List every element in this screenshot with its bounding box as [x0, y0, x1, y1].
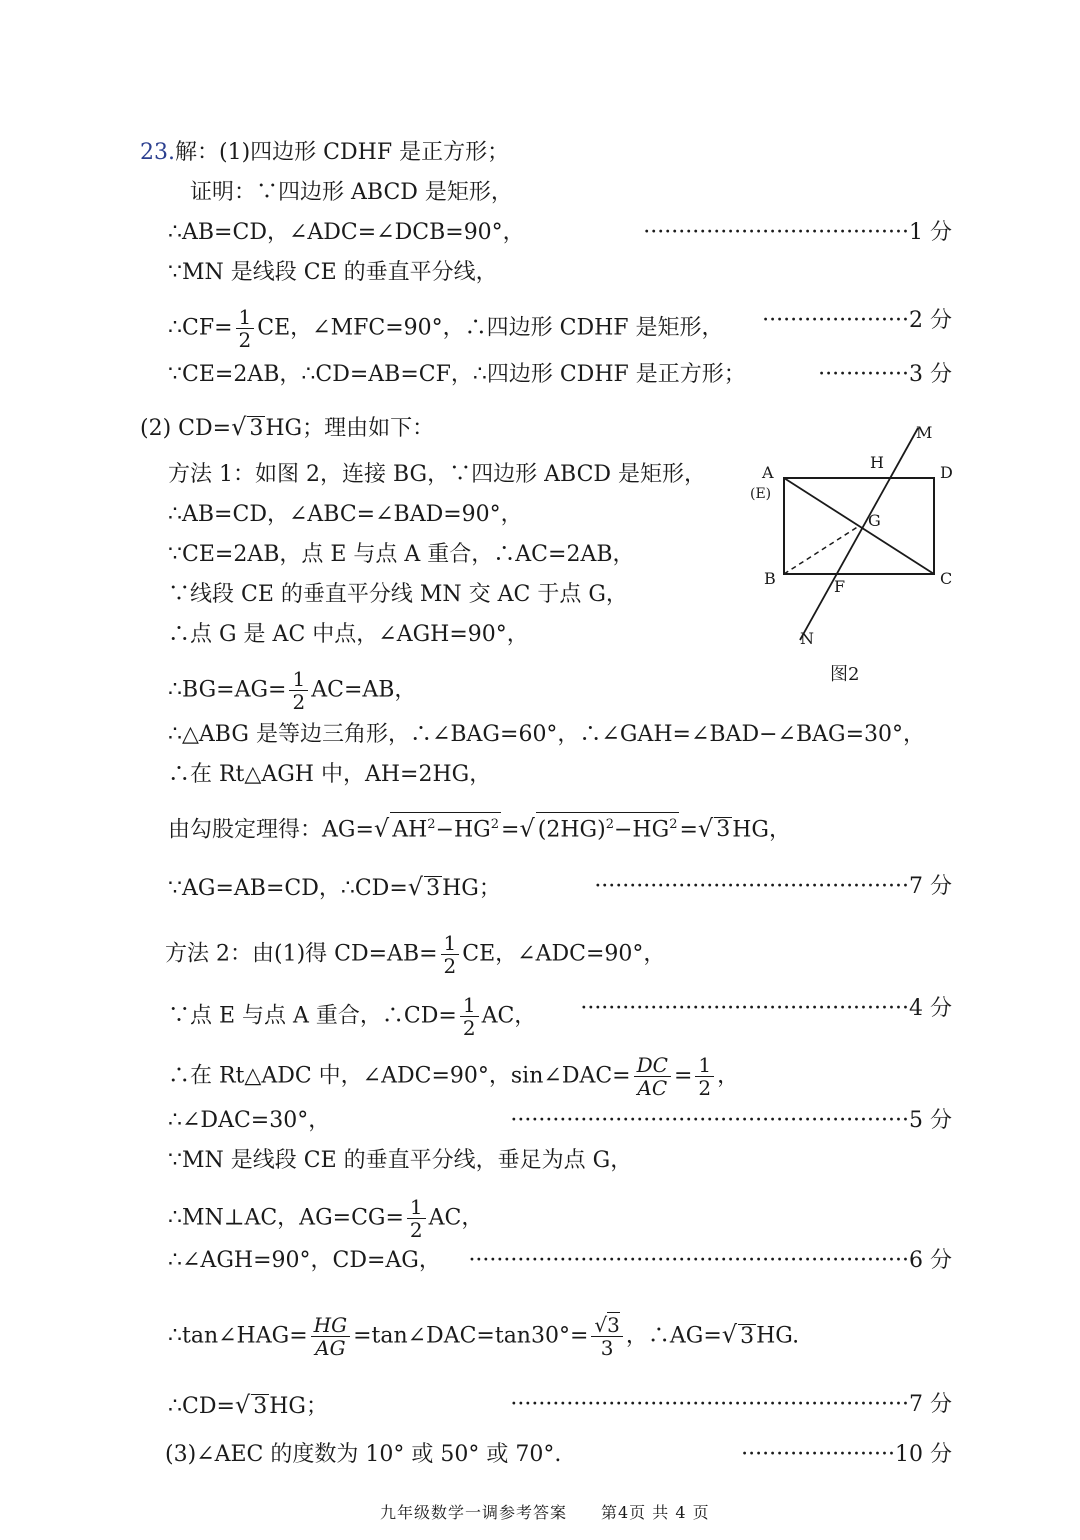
proof-line: ∵MN 是线段 CE 的垂直平分线， [168, 260, 498, 285]
proof-line: ∴AB=CD，∠ADC=∠DCB=90°， [168, 220, 525, 245]
label-F: F [834, 577, 846, 596]
score-mark: ·····················2 分 [762, 308, 952, 333]
proof-line: 证明：∵四边形 ABCD 是矩形， [190, 180, 513, 205]
proof-line: ∴在 Rt△ADC 中，∠ADC=90°，sin∠DAC= $\frac{DC}{AC}$ = $\frac{1}{2}$ ， [168, 1053, 740, 1100]
figure-2-rectangle-diagram [748, 418, 968, 658]
proof-line: ∵线段 CE 的垂直平分线 MN 交 AC 于点 G， [168, 582, 628, 607]
pythagoras-line: 由勾股定理得：AG=√ $AH^2-HG^2=√$ $(2HG)^2-HG^2=√$ 3HG， [168, 812, 791, 845]
fraction-half: $\frac{1}{2}$ [289, 668, 308, 713]
proof-line: ∵AG=AB=CD，∴CD=√ 3HG； [168, 873, 501, 901]
method2-header: 方法 2：由(1)得 CD=AB= $\frac{1}{2}$ CE，∠ADC=90°， [165, 931, 666, 978]
proof-line: ∴CD=√ 3HG； [168, 1391, 328, 1419]
proof-line: ∵MN 是线段 CE 的垂直平分线，垂足为点 G， [168, 1148, 633, 1173]
proof-line: ∴CF= $\frac{1}{2}$ CE，∠MFC=90°，∴四边形 CDHF 是矩形， [168, 305, 724, 352]
label-E: (E) [750, 486, 772, 502]
proof-line: ∵点 E 与点 A 重合，∴CD= $\frac{1}{2}$ AC， [168, 993, 537, 1040]
part1-claim: 解：(1)四边形 CDHF 是正方形； [175, 140, 510, 165]
dashed-bg [784, 526, 859, 574]
label-M: M [916, 423, 933, 442]
proof-line: ∵CE=2AB，点 E 与点 A 重合，∴AC=2AB， [168, 542, 635, 567]
label-H: H [870, 453, 884, 472]
part3-answer: (3)∠AEC 的度数为 10° 或 50° 或 70°. [165, 1442, 562, 1467]
label-A: A [762, 463, 774, 482]
page-footer: 九年级数学一调参考答案 第4页 共 4 页 [380, 1503, 710, 1522]
label-G: G [868, 511, 881, 530]
proof-line: ∵CE=2AB，∴CD=AB=CF，∴四边形 CDHF 是正方形； [168, 362, 746, 387]
fraction-half: $\frac{1}{2}$ [695, 1054, 714, 1099]
proof-line: ∴BG=AG= $\frac{1}{2}$ AC=AB， [168, 667, 417, 714]
label-N: N [800, 629, 814, 648]
score-mark: ···············································4 分 [580, 996, 952, 1021]
problem-number: 23. [140, 140, 175, 165]
proof-line: ∴∠AGH=90°，CD=AG， [168, 1248, 441, 1273]
proof-line: ∴点 G 是 AC 中点，∠AGH=90°， [168, 622, 529, 647]
score-mark: ·························································5 分 [510, 1108, 952, 1133]
fraction-root3-3: $\frac{√3}{3}$ [591, 1314, 622, 1359]
score-mark: ······················10 分 [741, 1442, 952, 1467]
score-mark: ······································1 分 [643, 220, 952, 245]
label-B: B [764, 569, 776, 588]
score-mark: ·············3 分 [818, 362, 952, 387]
proof-line: ∴在 Rt△AGH 中，AH=2HG， [168, 762, 492, 787]
fraction-hg-ag: $\frac{HG}{AG}$ [311, 1314, 350, 1359]
proof-line: 方法 1：如图 2，连接 BG，∵四边形 ABCD 是矩形， [168, 462, 707, 487]
score-mark: ·············································7 分 [594, 874, 952, 899]
part2-claim: (2) CD=√ 3HG；理由如下： [140, 413, 435, 441]
label-D: D [940, 463, 953, 482]
line-mn [800, 428, 918, 640]
proof-line: ∴△ABG 是等边三角形，∴∠BAG=60°，∴∠GAH=∠BAD−∠BAG=30°， [168, 722, 926, 747]
proof-line: ∴MN⊥AC，AG=CG= $\frac{1}{2}$ AC， [168, 1195, 484, 1242]
figure-caption: 图2 [830, 664, 860, 685]
fraction-dc-ac: $\frac{DC}{AC}$ [634, 1054, 671, 1099]
fraction-half: $\frac{1}{2}$ [441, 932, 460, 977]
fraction-half: $\frac{1}{2}$ [407, 1196, 426, 1241]
proof-line: ∴AB=CD，∠ABC=∠BAD=90°， [168, 502, 523, 527]
fraction-half: $\frac{1}{2}$ [236, 306, 255, 351]
score-mark: ·························································7 分 [510, 1392, 952, 1417]
fraction-half: $\frac{1}{2}$ [460, 994, 479, 1039]
score-mark: ·······························································6 分 [468, 1248, 952, 1273]
proof-line: ∴∠DAC=30°， [168, 1108, 331, 1133]
problem-header [140, 138, 509, 168]
tan-line: ∴tan∠HAG= $\frac{HG}{AG}$ =tan∠DAC=tan30°= $\frac{√3}{3}$ ，∴AG=√ 3HG. [168, 1313, 800, 1360]
label-C: C [940, 569, 953, 588]
